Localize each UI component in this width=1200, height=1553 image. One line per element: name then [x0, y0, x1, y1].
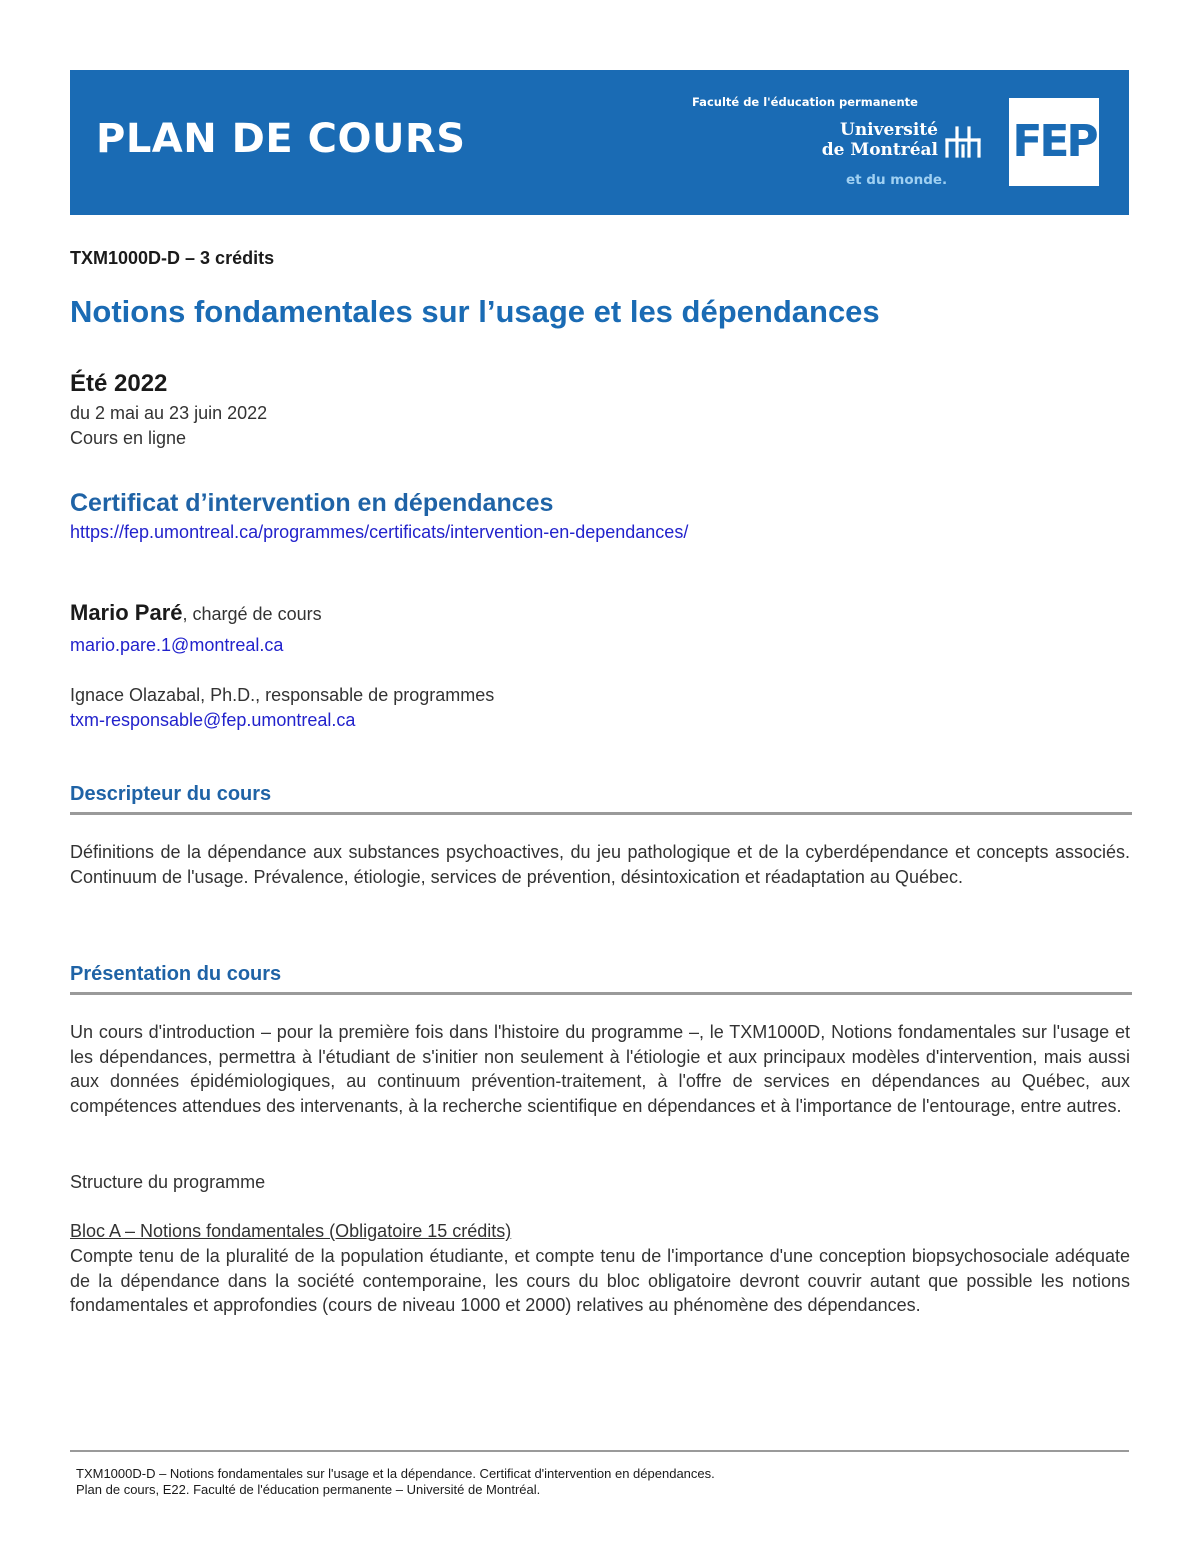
responsible-email-link[interactable]: txm-responsable@fep.umontreal.ca — [70, 710, 356, 730]
presentation-divider — [70, 992, 1132, 995]
program-link[interactable]: https://fep.umontreal.ca/programmes/certificats/intervention-en-dependances/ — [70, 522, 689, 542]
footer-line-2: Plan de cours, E22. Faculté de l'éducation permanente – Université de Montréal. — [76, 1482, 541, 1497]
instructor-role: , chargé de cours — [182, 604, 322, 624]
descripteur-heading: Descripteur du cours — [70, 783, 272, 805]
program-title: Certificat d’intervention en dépendances — [70, 489, 554, 517]
university-line-1: Université — [840, 120, 938, 140]
university-wordmark — [822, 120, 938, 160]
udem-building-icon — [944, 122, 982, 158]
presentation-heading: Présentation du cours — [70, 963, 282, 985]
footer-line-1: TXM1000D-D – Notions fondamentales sur l'usage et la dépendance. Certificat d'intervention en dépendances. — [76, 1466, 715, 1481]
fep-logo: FEP — [1009, 98, 1099, 186]
course-dates: du 2 mai au 23 juin 2022 — [70, 403, 268, 423]
descripteur-text: Définitions de la dépendance aux substances psychoactives, du jeu pathologique et de la cyberdépendance et concepts associés. Continuum de l'usage. Prévalence, étiologie, services de prévention, désintoxication et réadaptation au Québec. — [70, 842, 1130, 887]
program-responsible: Ignace Olazabal, Ph.D., responsable de programmes — [70, 685, 495, 705]
instructor-email-link[interactable]: mario.pare.1@montreal.ca — [70, 635, 284, 655]
instructor-name: Mario Paré — [70, 600, 183, 625]
footer-divider — [70, 1450, 1129, 1452]
tagline: et du monde. — [846, 172, 948, 188]
bloc-a-heading — [70, 1219, 1130, 1244]
instructor — [70, 600, 322, 626]
university-logo — [810, 120, 982, 166]
presentation-intro: Un cours d'introduction – pour la première fois dans l'histoire du programme –, le TXM1000D, Notions fondamentales sur l'usage et les dépendances, permettra à l'étudiant de s'initier non seulement à l'étiologie et aux principaux modèles d'intervention, mais aussi aux données épidémiologiques, au continuum prévention-traitement, à l'offre de services en dépendances au Québec, aux compétences attendues des intervenants, à la recherche scientifique en dépendances et à l'importance de l'entourage, entre autres. — [70, 1022, 1130, 1116]
course-term: Été 2022 — [70, 370, 168, 397]
bloc-a-text: Compte tenu de la pluralité de la population étudiante, et compte tenu de l'importance d'une conception biopsychosociale adéquate de la dépendance dans la société contemporaine, les cours du bloc obligatoire devront couvrir autant que possible les notions fondamentales et approfondies (cours de niveau 1000 et 2000) relatives au phénomène des dépendances. — [70, 1246, 1130, 1315]
course-mode: Cours en ligne — [70, 428, 187, 448]
university-line-2: de Montréal — [821, 140, 938, 160]
banner-title: PLAN DE COURS — [96, 116, 466, 162]
faculty-line: Faculté de l'éducation permanente — [692, 95, 918, 109]
structure-label: Structure du programme — [70, 1172, 266, 1192]
course-title: Notions fondamentales sur l’usage et les dépendances — [70, 294, 880, 329]
bloc-a-title: Bloc A – Notions fondamentales (Obligatoire 15 crédits) — [70, 1221, 512, 1241]
descripteur-divider — [70, 812, 1132, 815]
header-banner — [70, 70, 1129, 215]
course-code: TXM1000D-D – 3 crédits — [70, 248, 275, 268]
